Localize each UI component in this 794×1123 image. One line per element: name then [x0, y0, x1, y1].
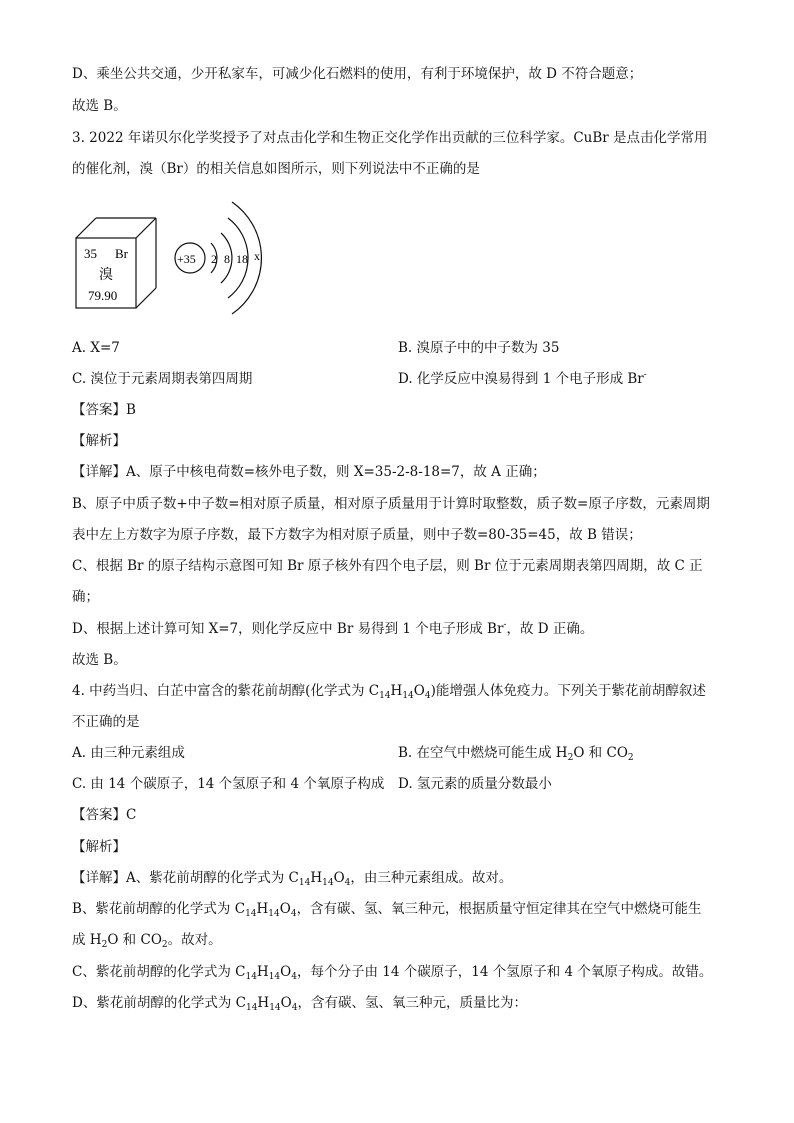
q3-option-c: C. 溴位于元素周期表第四周期	[72, 371, 253, 387]
formula-co2: $CO_2$	[606, 745, 634, 763]
bromine-figure	[70, 196, 280, 316]
q3-choose: 故选 B。	[72, 652, 127, 668]
q3-detail-c-line2: 确；	[72, 589, 99, 605]
q4-detail-c: C、紫花前胡醇的化学式为 $C_{14}H_{14}O_4$，每个分子由 14 个碳原子，14 个氢原子和 4 个氧原子构成。故错。	[72, 964, 713, 982]
q3-detail-d-end: ，故 D 正确。	[506, 621, 594, 637]
q4-answer: 【答案】C	[72, 807, 137, 823]
q4-stem-text-end: )能增强人体免疫力。下列关于紫花前胡醇叙述	[430, 683, 706, 699]
q3-stem-line1: 3. 2022 年诺贝尔化学奖授予了对点击化学和生物正交化学作出贡献的三位科学家。CuBr 是点击化学常用	[72, 130, 708, 146]
shell-1-count: 2	[211, 252, 217, 266]
formula-h2o: $H_2O$	[555, 745, 585, 763]
q3-option-d-charge: -	[643, 370, 647, 380]
q4-option-c: C. 由 14 个碳原子，14 个氢原子和 4 个氧原子构成	[72, 776, 385, 792]
q3-detail-d-charge: -	[503, 620, 507, 630]
q3-detail-b-line2: 表中左上方数字为原子序数，最下方数字为相对原子质量，则中子数=80-35=45，故 B 错误；	[72, 527, 642, 543]
prev-option-d-explanation: D、乘坐公共交通，少开私家车，可减少化石燃料的使用，有利于环境保护，故 D 不符合题意；	[72, 66, 643, 82]
element-name: 溴	[99, 268, 113, 283]
q3-detail-d	[72, 619, 593, 639]
nucleus-charge: +35	[177, 252, 196, 266]
q4-stem-text: 4. 中药当归、白芷中富含的紫花前胡醇(化学式为	[72, 683, 369, 699]
q3-detail-d-text: D、根据上述计算可知 X=7，则化学反应中 Br 易得到 1 个电子形成 Br	[72, 621, 504, 637]
q4-detail-a: 【详解】A、紫花前胡醇的化学式为 $C_{14}H_{14}O_4$，由三种元素组成。故对。	[72, 870, 513, 888]
q4-stem-line1	[72, 681, 706, 701]
formula-c14h14o4: $C_{14}H_{14}O_4$	[368, 683, 431, 701]
q3-answer: 【答案】B	[72, 402, 136, 418]
q4-analysis-label: 【解析】	[72, 839, 126, 855]
atomic-mass: 79.90	[88, 288, 118, 303]
q4-detail-b-line1: B、紫花前胡醇的化学式为 $C_{14}H_{14}O_4$，含有碳、氢、氧三种元，根据质量守恒定律其在空气中燃烧可能生	[72, 901, 702, 919]
q3-detail-b-line1: B、原子中质子数+中子数=相对原子质量，相对原子质量用于计算时取整数，质子数=原子序数，元素周期	[72, 496, 710, 512]
q4-option-d: D. 氢元素的质量分数最小	[398, 776, 552, 792]
q4-option-b: B. 在空气中燃烧可能生成 $H_2O$ 和 $CO_2$	[398, 745, 634, 763]
q3-stem-line2: 的催化剂，溴（Br）的相关信息如图所示，则下列说法中不正确的是	[72, 161, 480, 177]
q3-option-d	[398, 369, 647, 389]
shell-3-count: 18	[236, 252, 248, 266]
prev-choose: 故选 B。	[72, 98, 127, 114]
q3-option-d-text: D. 化学反应中溴易得到 1 个电子形成 Br	[398, 371, 644, 387]
q3-analysis-label: 【解析】	[72, 433, 126, 449]
formula-c14h14o4: $C_{14}H_{14}O_4$	[235, 964, 297, 982]
formula-co2: $CO_2$	[140, 932, 168, 950]
atomic-number: 35	[84, 246, 97, 261]
q4-detail-d: D、紫花前胡醇的化学式为 $C_{14}H_{14}O_4$，含有碳、氢、氧三种元，质量比为：	[72, 995, 527, 1013]
formula-c14h14o4: $C_{14}H_{14}O_4$	[235, 995, 298, 1013]
formula-c14h14o4: $C_{14}H_{14}O_4$	[234, 901, 297, 919]
shell-4-count: x	[254, 249, 260, 263]
q4-detail-b-line2: 成 $H_2O$ 和 $CO_2$。故对。	[72, 932, 222, 950]
element-symbol: Br	[115, 246, 128, 261]
q3-detail-c-line1: C、根据 Br 的原子结构示意图可知 Br 原子核外有四个电子层，则 Br 位于元素周期表第四周期，故 C 正	[72, 558, 703, 574]
q3-detail-a: 【详解】A、原子中核电荷数=核外电子数，则 X=35-2-8-18=7，故 A 正确；	[72, 464, 546, 480]
q3-option-b: B. 溴原子中的中子数为 35	[398, 340, 560, 356]
shell-2-count: 8	[224, 252, 230, 266]
q4-stem-line2: 不正确的是	[72, 714, 140, 730]
formula-h2o: $H_2O$	[89, 932, 119, 950]
formula-c14h14o4: $C_{14}H_{14}O_4$	[288, 870, 351, 888]
q3-option-a: A. X=7	[72, 340, 120, 356]
q4-option-a: A. 由三种元素组成	[72, 745, 185, 761]
